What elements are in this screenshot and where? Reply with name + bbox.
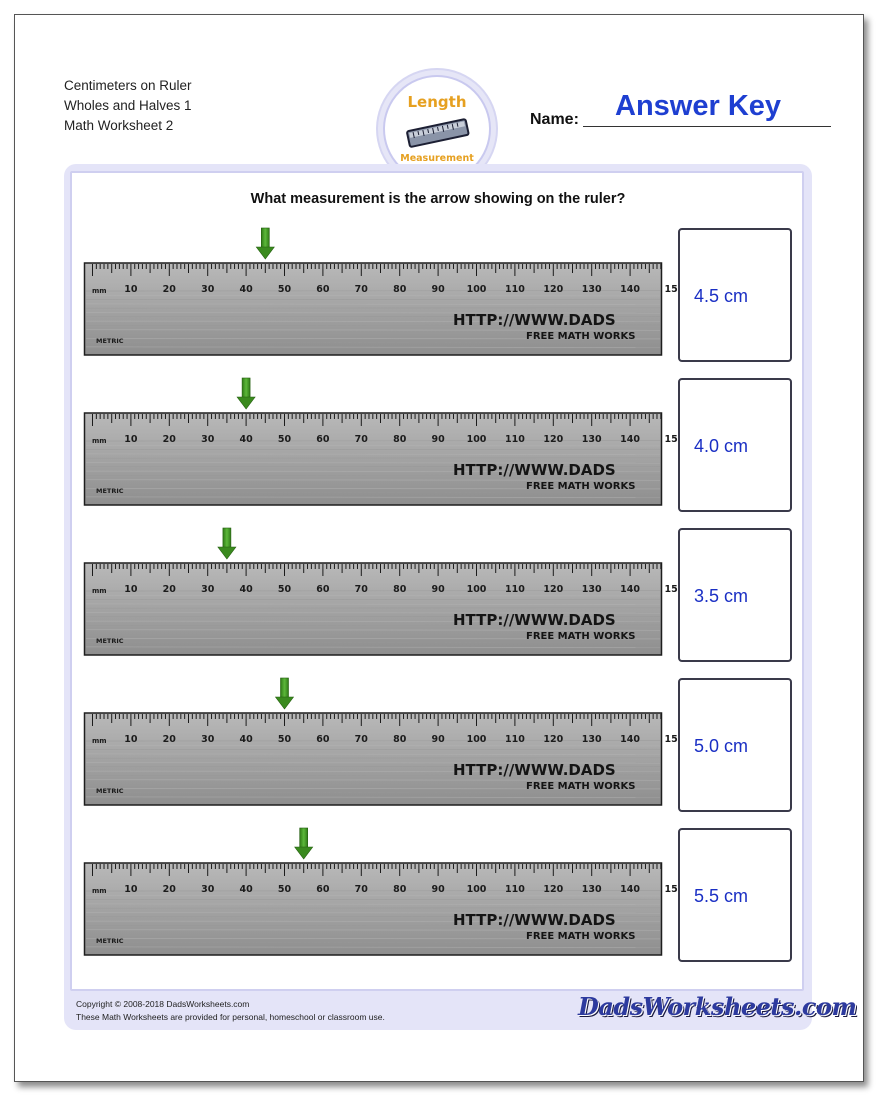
ruler-subtext: FREE MATH WORKS bbox=[526, 931, 636, 942]
ruler-url-text: HTTP://WWW.DADS bbox=[453, 611, 616, 629]
ruler-tick-label: 80 bbox=[393, 734, 407, 745]
ruler-tick-label: 15 bbox=[664, 584, 678, 595]
answer-text: 5.5 cm bbox=[694, 886, 749, 906]
dadsworksheets-logo: DadsWorksheets.com bbox=[578, 992, 857, 1021]
ruler-tick-label: 130 bbox=[581, 734, 602, 745]
ruler-tick-label: 100 bbox=[466, 734, 487, 745]
ruler bbox=[84, 228, 678, 358]
ruler-tick-label: 140 bbox=[620, 584, 641, 595]
worksheet-title bbox=[64, 76, 192, 136]
ruler-unit-label: mm bbox=[92, 887, 107, 895]
ruler-tick-label: 80 bbox=[393, 584, 407, 595]
ruler-tick-label: 30 bbox=[201, 734, 215, 745]
ruler-tick-label: 120 bbox=[543, 884, 564, 895]
ruler-tick-label: 50 bbox=[277, 884, 292, 895]
ruler-url-text: HTTP://WWW.DADS bbox=[453, 911, 616, 929]
ruler-tick-label: 10 bbox=[124, 584, 138, 595]
ruler-tick-label: 50 bbox=[277, 734, 292, 745]
arrow-marker bbox=[237, 378, 255, 409]
ruler-tick-label: 15 bbox=[664, 434, 678, 445]
ruler-tick-label: 70 bbox=[354, 884, 368, 895]
ruler-metric-label: METRIC bbox=[96, 937, 124, 945]
ruler-unit-label: mm bbox=[92, 287, 107, 295]
ruler-tick-label: 40 bbox=[239, 734, 253, 745]
arrow-marker bbox=[218, 528, 236, 559]
ruler-tick-label: 90 bbox=[431, 284, 445, 295]
name-line bbox=[583, 126, 831, 127]
ruler-subtext: FREE MATH WORKS bbox=[526, 481, 636, 492]
ruler-tick-label: 140 bbox=[620, 734, 641, 745]
ruler-tick-label: 70 bbox=[354, 734, 368, 745]
answer-text: 3.5 cm bbox=[694, 586, 749, 606]
ruler bbox=[84, 828, 678, 958]
ruler-tick-label: 130 bbox=[581, 884, 602, 895]
ruler-tick-label: 110 bbox=[504, 734, 525, 745]
answer-box bbox=[678, 378, 792, 512]
ruler-tick-label: 50 bbox=[277, 584, 292, 595]
ruler-metric-label: METRIC bbox=[96, 487, 124, 495]
ruler-tick-label: 80 bbox=[393, 884, 407, 895]
ruler-tick-label: 10 bbox=[124, 734, 138, 745]
ruler-tick-label: 110 bbox=[504, 284, 525, 295]
ruler-tick-label: 120 bbox=[543, 284, 564, 295]
arrow-marker bbox=[295, 828, 313, 859]
problem-row bbox=[0, 678, 880, 818]
ruler-tick-label: 70 bbox=[354, 284, 368, 295]
problem-row bbox=[0, 378, 880, 518]
usage-notice: These Math Worksheets are provided for personal, homeschool or classroom use. bbox=[76, 1012, 385, 1022]
ruler-tick-label: 30 bbox=[201, 284, 215, 295]
ruler-tick-label: 20 bbox=[162, 284, 176, 295]
ruler-tick-label: 110 bbox=[504, 884, 525, 895]
ruler-tick-label: 10 bbox=[124, 434, 138, 445]
ruler-subtext: FREE MATH WORKS bbox=[526, 781, 636, 792]
title-line-2: Wholes and Halves 1 bbox=[64, 98, 192, 113]
ruler-tick-label: 130 bbox=[581, 434, 602, 445]
ruler-tick-label: 70 bbox=[354, 584, 368, 595]
badge-top-text: Length bbox=[407, 93, 467, 111]
answer-key-heading: Answer Key bbox=[615, 90, 782, 122]
ruler-tick-label: 100 bbox=[466, 584, 487, 595]
ruler-tick-label: 30 bbox=[201, 584, 215, 595]
ruler-metric-label: METRIC bbox=[96, 787, 124, 795]
ruler-tick-label: 90 bbox=[431, 434, 445, 445]
ruler-unit-label: mm bbox=[92, 737, 107, 745]
ruler-tick-label: 100 bbox=[466, 884, 487, 895]
problem-row bbox=[0, 228, 880, 368]
ruler-tick-label: 50 bbox=[277, 434, 292, 445]
footer-text bbox=[76, 998, 385, 1024]
ruler-tick-label: 130 bbox=[581, 584, 602, 595]
ruler bbox=[84, 678, 678, 808]
ruler-tick-label: 100 bbox=[466, 284, 487, 295]
ruler-tick-label: 60 bbox=[316, 584, 330, 595]
answer-text: 4.0 cm bbox=[694, 436, 749, 456]
ruler-tick-label: 100 bbox=[466, 434, 487, 445]
ruler-tick-label: 90 bbox=[431, 884, 445, 895]
answer-box bbox=[678, 528, 792, 662]
ruler-tick-label: 60 bbox=[316, 434, 330, 445]
ruler-tick-label: 60 bbox=[316, 284, 330, 295]
ruler-url-text: HTTP://WWW.DADS bbox=[453, 761, 616, 779]
ruler-url-text: HTTP://WWW.DADS bbox=[453, 311, 616, 329]
ruler-tick-label: 20 bbox=[162, 734, 176, 745]
question-text: What measurement is the arrow showing on the ruler? bbox=[250, 191, 626, 207]
ruler-tick-label: 40 bbox=[239, 584, 253, 595]
ruler-tick-label: 30 bbox=[201, 434, 215, 445]
ruler-tick-label: 20 bbox=[162, 434, 176, 445]
ruler-tick-label: 20 bbox=[162, 584, 176, 595]
ruler-tick-label: 110 bbox=[504, 434, 525, 445]
ruler bbox=[84, 378, 678, 508]
ruler-subtext: FREE MATH WORKS bbox=[526, 331, 636, 342]
ruler-tick-label: 40 bbox=[239, 434, 253, 445]
ruler-tick-label: 90 bbox=[431, 734, 445, 745]
ruler-tick-label: 40 bbox=[239, 284, 253, 295]
ruler-tick-label: 130 bbox=[581, 284, 602, 295]
ruler-tick-label: 80 bbox=[393, 434, 407, 445]
answer-box bbox=[678, 678, 792, 812]
ruler-tick-label: 80 bbox=[393, 284, 407, 295]
badge-bottom-text: Measurement bbox=[400, 153, 474, 164]
copyright-text: Copyright © 2008-2018 DadsWorksheets.com bbox=[76, 999, 250, 1009]
ruler-tick-label: 140 bbox=[620, 284, 641, 295]
arrow-marker bbox=[276, 678, 294, 709]
answer-text: 4.5 cm bbox=[694, 286, 749, 306]
answer-text: 5.0 cm bbox=[694, 736, 749, 756]
ruler-metric-label: METRIC bbox=[96, 637, 124, 645]
name-label: Name: bbox=[530, 111, 579, 128]
answer-box bbox=[678, 228, 792, 362]
ruler-tick-label: 140 bbox=[620, 884, 641, 895]
ruler-unit-label: mm bbox=[92, 587, 107, 595]
ruler-tick-label: 90 bbox=[431, 584, 445, 595]
ruler-tick-label: 50 bbox=[277, 284, 292, 295]
answer-box bbox=[678, 828, 792, 962]
ruler-tick-label: 140 bbox=[620, 434, 641, 445]
ruler-tick-label: 15 bbox=[664, 734, 678, 745]
ruler-metric-label: METRIC bbox=[96, 337, 124, 345]
ruler-url-text: HTTP://WWW.DADS bbox=[453, 461, 616, 479]
ruler-tick-label: 10 bbox=[124, 284, 138, 295]
ruler-tick-label: 120 bbox=[543, 734, 564, 745]
ruler-tick-label: 60 bbox=[316, 884, 330, 895]
ruler-unit-label: mm bbox=[92, 437, 107, 445]
arrow-marker bbox=[256, 228, 274, 259]
ruler-tick-label: 120 bbox=[543, 584, 564, 595]
ruler-tick-label: 70 bbox=[354, 434, 368, 445]
ruler bbox=[84, 528, 678, 658]
ruler-icon bbox=[405, 117, 471, 151]
problem-row bbox=[0, 528, 880, 668]
ruler-tick-label: 120 bbox=[543, 434, 564, 445]
ruler-tick-label: 15 bbox=[664, 284, 678, 295]
ruler-subtext: FREE MATH WORKS bbox=[526, 631, 636, 642]
ruler-tick-label: 10 bbox=[124, 884, 138, 895]
ruler-tick-label: 30 bbox=[201, 884, 215, 895]
problem-row bbox=[0, 828, 880, 968]
title-line-3: Math Worksheet 2 bbox=[64, 118, 174, 133]
ruler-tick-label: 110 bbox=[504, 584, 525, 595]
ruler-tick-label: 60 bbox=[316, 734, 330, 745]
ruler-tick-label: 15 bbox=[664, 884, 678, 895]
ruler-tick-label: 20 bbox=[162, 884, 176, 895]
ruler-tick-label: 40 bbox=[239, 884, 253, 895]
title-line-1: Centimeters on Ruler bbox=[64, 78, 192, 93]
